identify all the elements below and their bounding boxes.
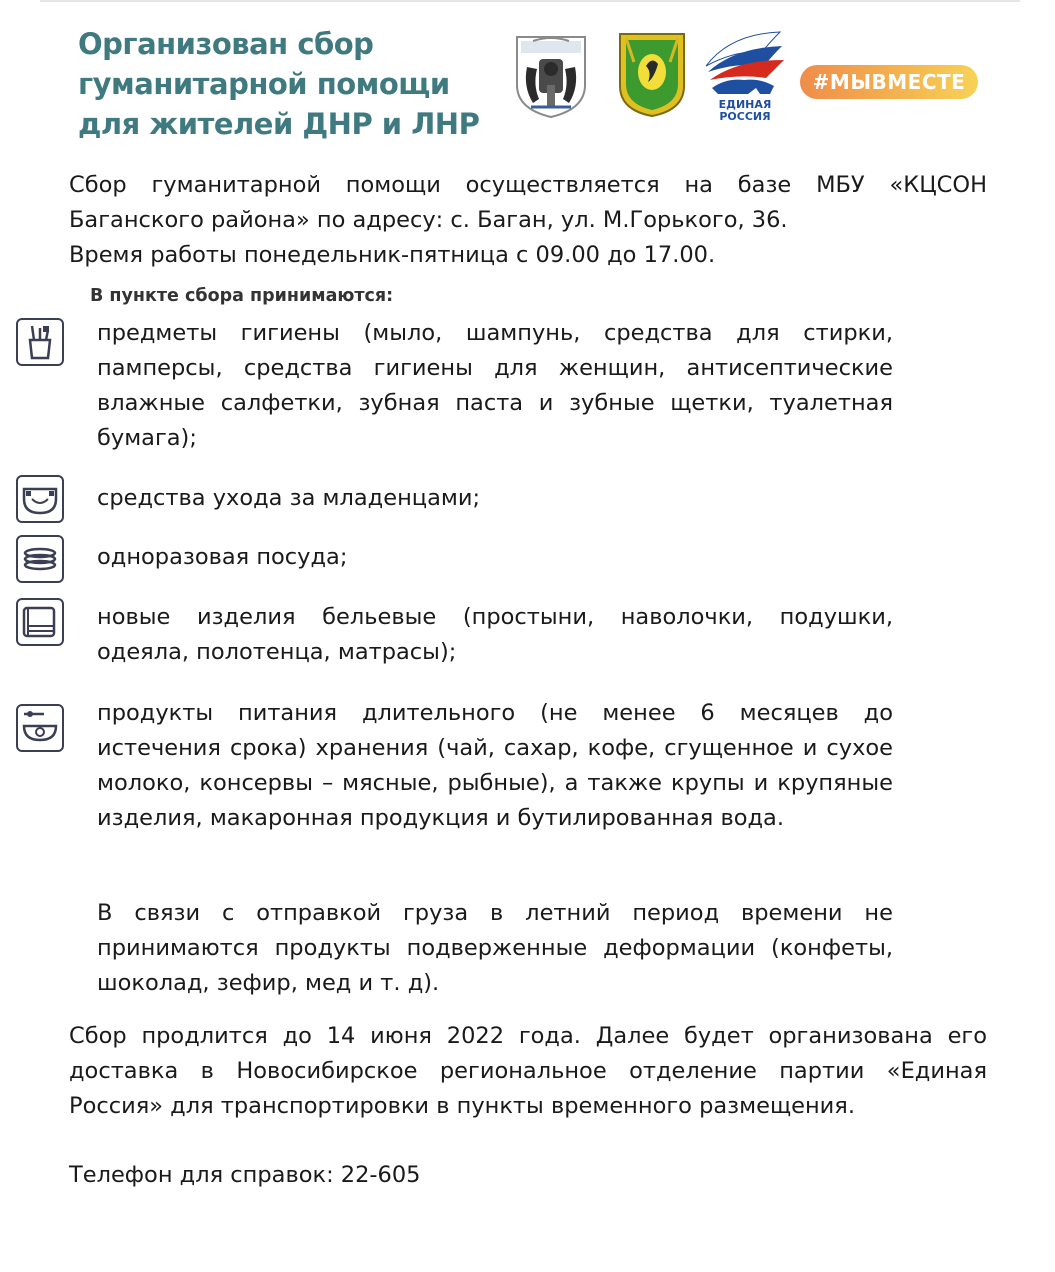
accepted-item-linen: новые изделия бельевые (простыни, наволочки, подушки, одеяла, полотенца, матрасы); (97, 604, 893, 665)
closing-paragraph: Сбор продлится до 14 июня 2022 года. Далее будет организована его доставка в Новосибирское региональное отделение партии «Единая Россия» для транспортировки в пункты временного размещения. (69, 1023, 987, 1119)
plates-icon (16, 535, 64, 583)
title-line-2: гуманитарной помощи (78, 67, 450, 101)
intro-paragraph (69, 168, 987, 273)
intro-hours: Время работы понедельник-пятница с 09.00 до 17.00. (69, 242, 716, 268)
accepted-item-baby-care: средства ухода за младенцами; (97, 485, 481, 511)
intro-address: Сбор гуманитарной помощи осуществляется на базе МБУ «КЦСОН Баганского района» по адресу: с. Баган, ул. М.Горького, 36. (69, 172, 987, 233)
novosibirsk-coat-of-arms-icon (513, 33, 589, 119)
er-text-line2: РОССИЯ (719, 110, 771, 123)
er-text-line1: ЕДИНАЯ (718, 98, 772, 111)
bagan-coat-of-arms-icon (618, 32, 686, 118)
title-line-1: Организован сбор (78, 27, 374, 61)
accepted-item-dishes: одноразовая посуда; (97, 544, 348, 570)
diaper-icon (16, 475, 64, 523)
logo-strip (0, 28, 1055, 123)
united-russia-logo-icon (700, 28, 790, 123)
hashtag-badge: #МЫВМЕСТЕ (800, 65, 978, 99)
phone-line: Телефон для справок: 22-605 (69, 1162, 421, 1188)
accepted-item-hygiene: предметы гигиены (мыло, шампунь, средства для стирки, памперсы, средства гигиены для женщин, антисептические влажные салфетки, зубная паста и зубные щетки, туалетная бумага); (97, 320, 893, 451)
top-divider (40, 0, 1020, 2)
food-bowl-icon (16, 704, 64, 752)
title-line-3: для жителей ДНР и ЛНР (78, 107, 480, 141)
accepted-item-food: продукты питания длительного (не менее 6 месяцев до истечения срока) хранения (чай, сахар, кофе, сгущенное и сухое молоко, консервы – мясные, рыбные), а также крупы и крупяные изделия, макаронная продукция и бутилированная вода. (97, 700, 893, 831)
hygiene-cup-icon (16, 318, 64, 366)
accepted-heading: В пункте сбора принимаются: (90, 286, 394, 306)
linen-icon (16, 598, 64, 646)
summer-note: В связи с отправкой груза в летний период времени не принимаются продукты подверженные деформации (конфеты, шоколад, зефир, мед и т. д). (97, 900, 893, 996)
